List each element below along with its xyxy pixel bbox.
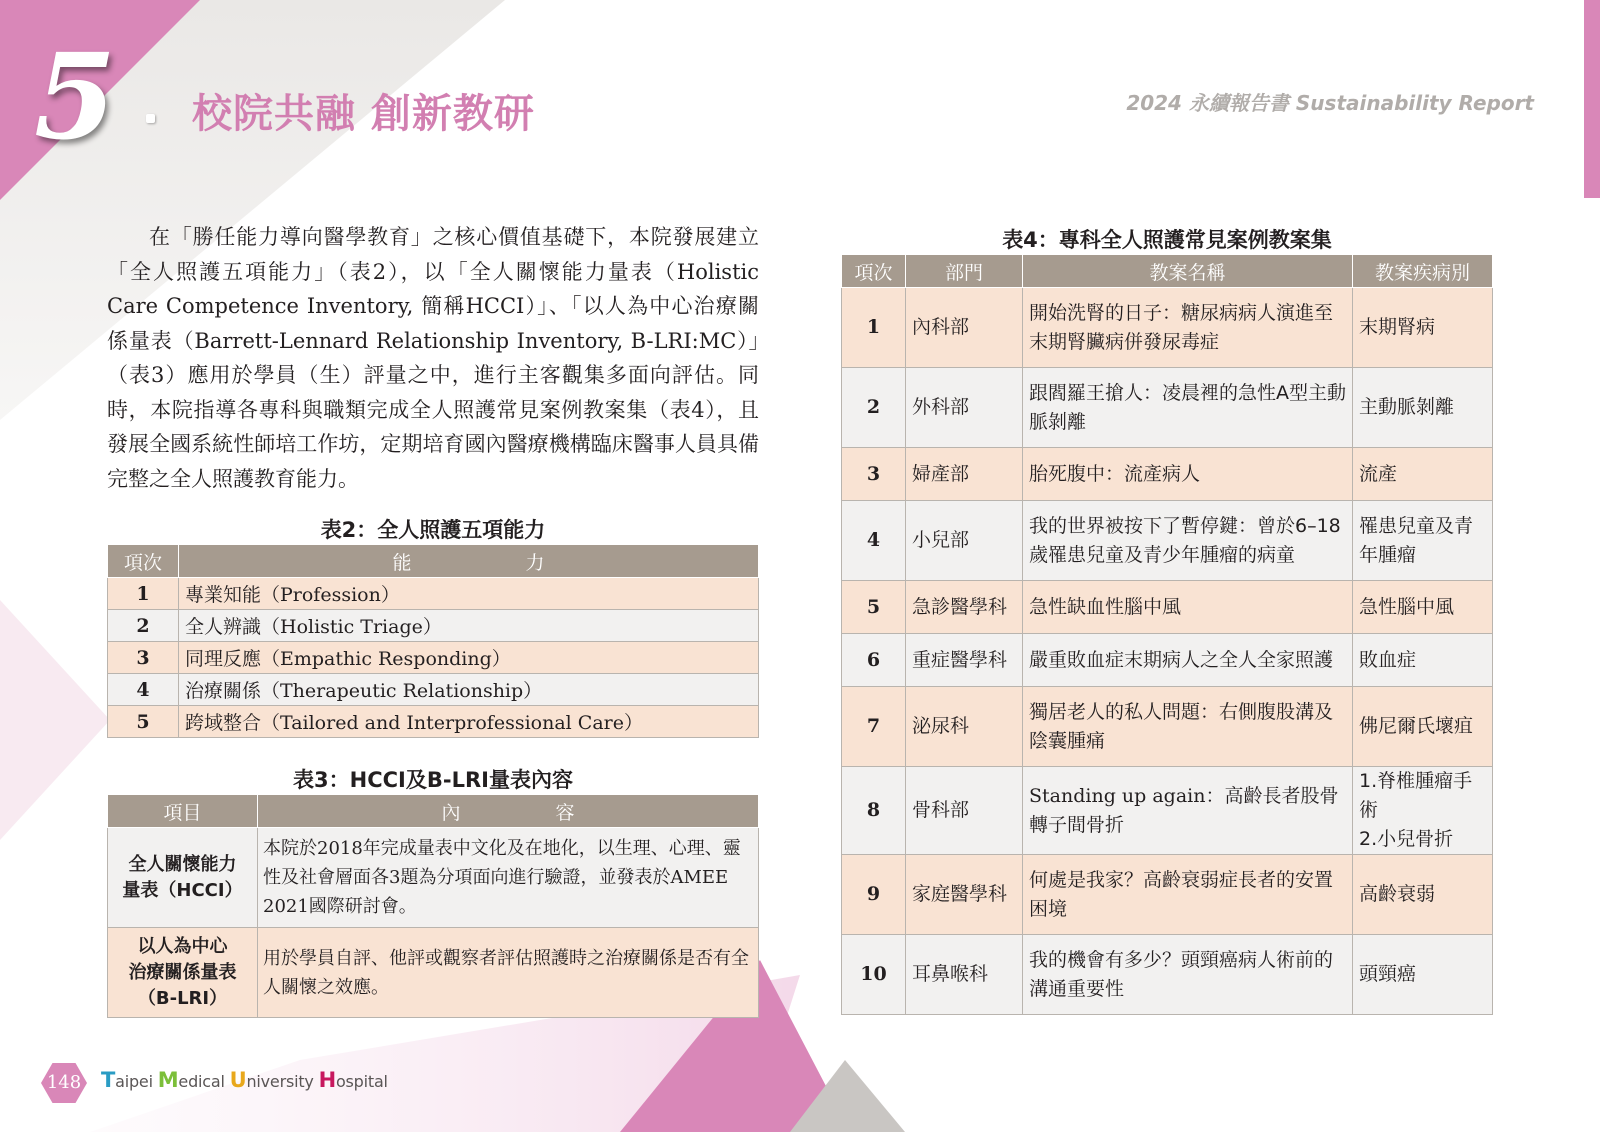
- row-number: 4: [842, 501, 906, 581]
- column-header: 項次: [842, 255, 906, 288]
- row-number: 3: [108, 642, 179, 674]
- case-title-cell: 跟閻羅王搶人：凌晨裡的急性A型主動脈剝離: [1023, 368, 1353, 448]
- department-cell: 家庭醫學科: [906, 855, 1023, 935]
- table3-scale-content: [107, 794, 759, 1018]
- disease-cell: 流產: [1353, 448, 1493, 501]
- row-number: 4: [108, 674, 179, 706]
- scale-content-cell: 用於學員自評、他評或觀察者評估照護時之治療關係是否有全人關懷之效應。: [258, 928, 759, 1018]
- scale-name-line: 量表（HCCI）: [122, 879, 243, 901]
- table-row: [842, 634, 1493, 687]
- table-row: [842, 935, 1493, 1015]
- disease-cell: 末期腎病: [1353, 288, 1493, 368]
- brand-initial: M: [157, 1068, 179, 1092]
- scale-name-line: （B-LRI）: [137, 987, 228, 1009]
- scale-name-line: 以人為中心: [137, 935, 228, 957]
- table-row: [842, 448, 1493, 501]
- column-header: 部門: [906, 255, 1023, 288]
- table-row: [108, 928, 759, 1018]
- chapter-number: 5: [34, 27, 117, 166]
- table-row: [108, 706, 759, 738]
- intro-paragraph: 在「勝任能力導向醫學教育」之核心價值基礎下，本院發展建立「全人照護五項能力」（表2），以「全人關懷能力量表（Holistic Care Competence Inventory, 簡稱HCCI）」、「以人為中心治療關係量表（Barrett-Lennard Relationship Inventory, B-LRI:MC）」（表3）應用於學員（生）評量之中，進行主客觀集多面向評估。同時，本院指導各專科與職類完成全人照護常見案例教案集（表4），且發展全國系統性師培工作坊，定期培育國內醫療機構臨床醫事人員具備完整之全人照護教育能力。: [107, 225, 759, 491]
- report-title: 2024 永續報告書 Sustainability Report: [1126, 91, 1534, 115]
- department-cell: 急診醫學科: [906, 581, 1023, 634]
- row-number: 1: [842, 288, 906, 368]
- department-cell: 外科部: [906, 368, 1023, 448]
- table-row: [842, 581, 1493, 634]
- row-number: 2: [842, 368, 906, 448]
- ability-cell: 跨域整合（Tailored and Interprofessional Care）: [179, 706, 759, 738]
- disease-line: 1.脊椎腫瘤手術: [1359, 770, 1473, 821]
- case-title-cell: 開始洗腎的日子：糖尿病病人演進至末期腎臟病併發尿毒症: [1023, 288, 1353, 368]
- disease-line: 2.小兒骨折: [1359, 828, 1454, 850]
- row-number: 2: [108, 610, 179, 642]
- ability-cell: 治療關係（Therapeutic Relationship）: [179, 674, 759, 706]
- brand-word: edical: [178, 1072, 230, 1091]
- table4-caption: 表4：專科全人照護常見案例教案集: [1002, 228, 1332, 252]
- disease-cell: 高齡衰弱: [1353, 855, 1493, 935]
- table2-five-abilities: [107, 544, 759, 738]
- row-number: 9: [842, 855, 906, 935]
- brand-initial: U: [229, 1068, 247, 1092]
- column-header: 教案疾病別: [1353, 255, 1493, 288]
- table-row: [842, 501, 1493, 581]
- table-header-row: [842, 255, 1493, 288]
- table-row: [108, 610, 759, 642]
- case-title-cell: 胎死腹中：流產病人: [1023, 448, 1353, 501]
- table-header-row: [108, 545, 759, 578]
- department-cell: 耳鼻喉科: [906, 935, 1023, 1015]
- case-title-cell: 我的機會有多少？頭頸癌病人術前的溝通重要性: [1023, 935, 1353, 1015]
- chapter-title: 校院共融 創新教研: [192, 91, 535, 137]
- brand-word: ospital: [335, 1072, 388, 1091]
- ability-cell: 專業知能（Profession）: [179, 578, 759, 610]
- department-cell: 骨科部: [906, 767, 1023, 855]
- table4-case-collection: [841, 254, 1493, 1015]
- disease-cell: 頭頸癌: [1353, 935, 1493, 1015]
- chapter-dot: [146, 114, 155, 123]
- scale-name-cell: [108, 828, 258, 928]
- table-row: [108, 828, 759, 928]
- side-tab-marker: [1584, 0, 1600, 198]
- ability-cell: 同理反應（Empathic Responding）: [179, 642, 759, 674]
- table-row: [842, 368, 1493, 448]
- row-number: 10: [842, 935, 906, 1015]
- table-row: [108, 642, 759, 674]
- row-number: 1: [108, 578, 179, 610]
- ability-cell: 全人辨識（Holistic Triage）: [179, 610, 759, 642]
- column-header: 項目: [108, 795, 258, 828]
- row-number: 7: [842, 687, 906, 767]
- table-row: [108, 674, 759, 706]
- table-header-row: [108, 795, 759, 828]
- row-number: 5: [108, 706, 179, 738]
- row-number: 3: [842, 448, 906, 501]
- hospital-brand: [101, 1068, 388, 1092]
- department-cell: 婦產部: [906, 448, 1023, 501]
- page-number: 148: [46, 1072, 82, 1093]
- disease-cell: [1353, 767, 1493, 855]
- table-row: [842, 687, 1493, 767]
- table-row: [842, 767, 1493, 855]
- table2-caption: 表2：全人照護五項能力: [320, 518, 546, 542]
- column-header: 能 力: [179, 545, 759, 578]
- disease-cell: 罹患兒童及青年腫瘤: [1353, 501, 1493, 581]
- disease-cell: 佛尼爾氏壞疽: [1353, 687, 1493, 767]
- scale-name-cell: [108, 928, 258, 1018]
- brand-initial: H: [318, 1068, 336, 1092]
- column-header: 教案名稱: [1023, 255, 1353, 288]
- scale-name-line: 治療關係量表: [128, 961, 237, 983]
- case-title-cell: Standing up again：高齡長者股骨轉子間骨折: [1023, 767, 1353, 855]
- case-title-cell: 急性缺血性腦中風: [1023, 581, 1353, 634]
- row-number: 8: [842, 767, 906, 855]
- scale-name-line: 全人關懷能力: [128, 853, 237, 875]
- table-row: [842, 288, 1493, 368]
- table-row: [108, 578, 759, 610]
- disease-cell: 敗血症: [1353, 634, 1493, 687]
- case-title-cell: 嚴重敗血症末期病人之全人全家照護: [1023, 634, 1353, 687]
- brand-initial: T: [101, 1068, 116, 1092]
- column-header: 內 容: [258, 795, 759, 828]
- department-cell: 重症醫學科: [906, 634, 1023, 687]
- column-header: 項次: [108, 545, 179, 578]
- scale-content-cell: 本院於2018年完成量表中文化及在地化，以生理、心理、靈性及社會層面各3題為分項面向進行驗證，並發表於AMEE 2021國際研討會。: [258, 828, 759, 928]
- disease-cell: 主動脈剝離: [1353, 368, 1493, 448]
- brand-word: niversity: [246, 1072, 319, 1091]
- case-title-cell: 我的世界被按下了暫停鍵：曾於6–18歲罹患兒童及青少年腫瘤的病童: [1023, 501, 1353, 581]
- department-cell: 泌尿科: [906, 687, 1023, 767]
- disease-cell: 急性腦中風: [1353, 581, 1493, 634]
- table3-caption: 表3：HCCI及B-LRI量表內容: [293, 768, 573, 792]
- row-number: 5: [842, 581, 906, 634]
- case-title-cell: 獨居老人的私人問題：右側腹股溝及陰囊腫痛: [1023, 687, 1353, 767]
- department-cell: 小兒部: [906, 501, 1023, 581]
- brand-word: aipei: [115, 1072, 158, 1091]
- department-cell: 內科部: [906, 288, 1023, 368]
- row-number: 6: [842, 634, 906, 687]
- case-title-cell: 何處是我家？高齡衰弱症長者的安置困境: [1023, 855, 1353, 935]
- table-row: [842, 855, 1493, 935]
